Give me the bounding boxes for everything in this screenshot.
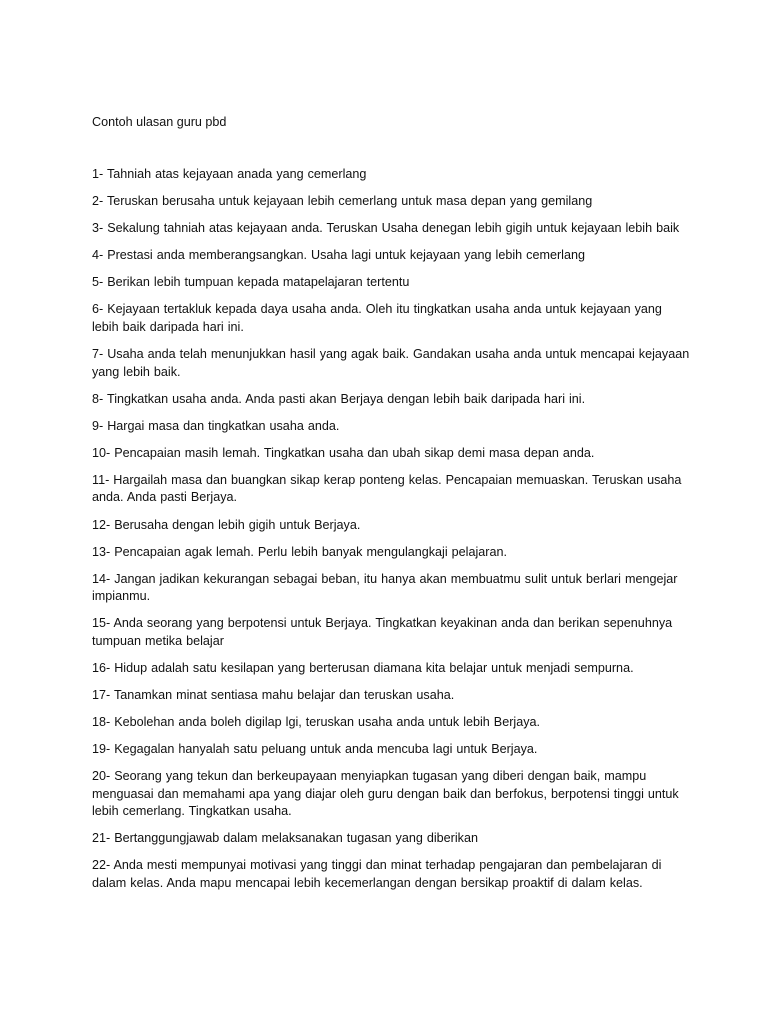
list-item: 16- Hidup adalah satu kesilapan yang berterusan diamana kita belajar untuk menjadi sempurna. (92, 660, 634, 675)
list-item: 3- Sekalung tahniah atas kejayaan anda. Teruskan Usaha denegan lebih gigih untuk kejayaan lebih baik (92, 221, 680, 236)
list-item: 19- Kegagalan hanyalah satu peluang untuk anda mencuba lagi untuk Berjaya. (92, 742, 538, 757)
list-item: 5- Berikan lebih tumpuan kepada matapelajaran tertentu (92, 275, 410, 290)
list-item: 12- Berusaha dengan lebih gigih untuk Berjaya. (92, 517, 361, 532)
list-item: 8- Tingkatkan usaha anda. Anda pasti akan Berjaya dengan lebih baik daripada hari ini. (92, 391, 586, 406)
list-item: 13- Pencapaian agak lemah. Perlu lebih banyak mengulangkaji pelajaran. (92, 544, 507, 559)
document-title: Contoh ulasan guru pbd (92, 115, 227, 129)
list-item: 18- Kebolehan anda boleh digilap lgi, teruskan usaha anda untuk lebih Berjaya. (92, 715, 541, 730)
comment-list (92, 166, 692, 902)
list-item: 7- Usaha anda telah menunjukkan hasil yang agak baik. Gandakan usaha anda untuk mencapai kejayaan yang lebih baik. (92, 347, 690, 379)
list-item: 9- Hargai masa dan tingkatkan usaha anda. (92, 418, 340, 433)
list-item: 2- Teruskan berusaha untuk kejayaan lebih cemerlang untuk masa depan yang gemilang (92, 194, 593, 209)
list-item: 21- Bertanggungjawab dalam melaksanakan tugasan yang diberikan (92, 831, 478, 846)
list-item: 22- Anda mesti mempunyai motivasi yang tinggi dan minat terhadap pengajaran dan pembelajaran di dalam kelas. Anda mapu mencapai lebih kecemerlangan dengan bersikap proaktif di dalam kelas. (92, 858, 662, 890)
list-item: 14- Jangan jadikan kekurangan sebagai beban, itu hanya akan membuatmu sulit untuk berlari mengejar impianmu. (92, 571, 678, 604)
list-item: 17- Tanamkan minat sentiasa mahu belajar dan teruskan usaha. (92, 688, 455, 702)
list-item: 15- Anda seorang yang berpotensi untuk Berjaya. Tingkatkan keyakinan anda dan berikan sepenuhnya tumpuan metika belajar (92, 616, 673, 648)
list-item: 11- Hargailah masa dan buangkan sikap kerap ponteng kelas. Pencapaian memuaskan. Teruskan usaha anda. Anda pasti Berjaya. (92, 472, 682, 505)
list-item: 1- Tahniah atas kejayaan anada yang cemerlang (92, 167, 367, 181)
list-item: 6- Kejayaan tertakluk kepada daya usaha anda. Oleh itu tingkatkan usaha anda untuk kejayaan yang lebih baik daripada hari ini. (92, 302, 662, 334)
list-item: 4- Prestasi anda memberangsangkan. Usaha lagi untuk kejayaan yang lebih cemerlang (92, 248, 585, 263)
list-item: 10- Pencapaian masih lemah. Tingkatkan usaha dan ubah sikap demi masa depan anda. (92, 445, 595, 460)
list-item: 20- Seorang yang tekun dan berkeupayaan menyiapkan tugasan yang diberi dengan baik, mampu menguasai dan memahami apa yang diajar oleh guru dengan baik dan berfokus, berpotensi tinggi untuk lebih cemerlang. Tingkatkan usaha. (92, 769, 679, 819)
